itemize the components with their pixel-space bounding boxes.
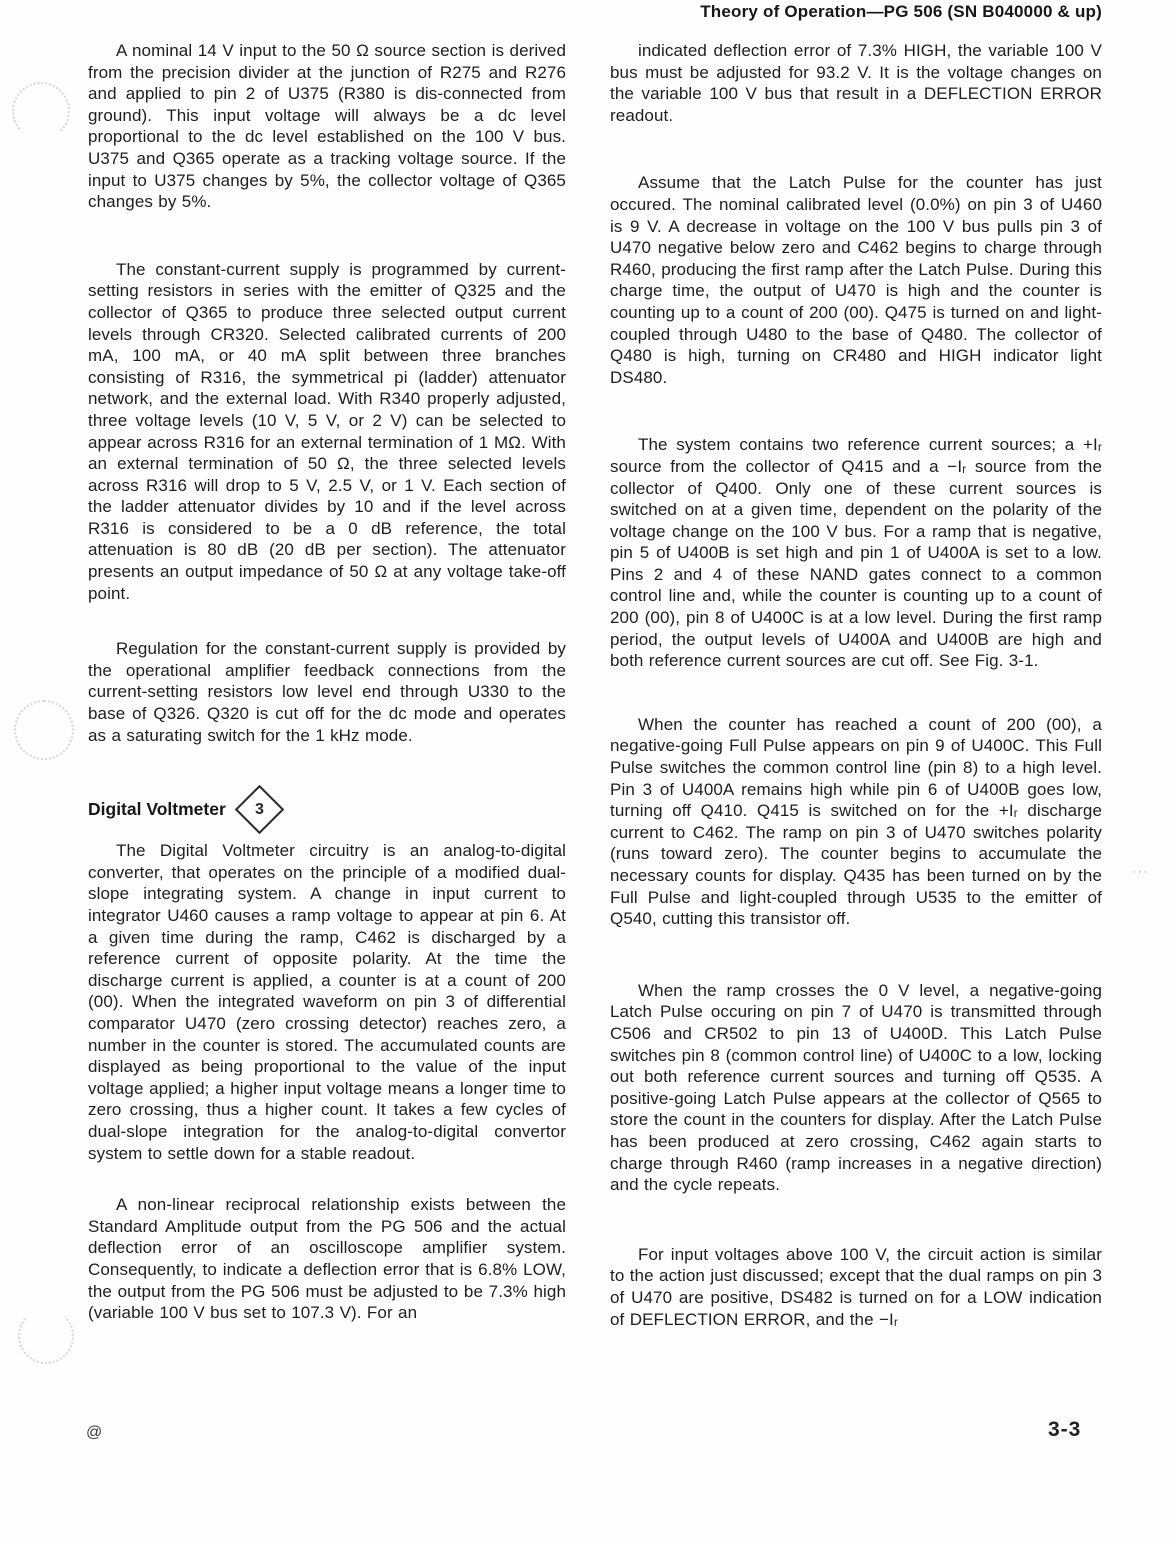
paragraph-input-above-100v: For input voltages above 100 V, the circuit action is similar to the action just discussed; except that the dual ramps on pin 3 of U470 are positive, DS482 is turned on for a LOW indication of DEFLECTION ERROR, and the −Iᵣ <box>610 1244 1102 1329</box>
page-header-title: Theory of Operation—PG 506 (SN B040000 & up) <box>700 2 1102 21</box>
paragraph-nonlinear-relationship: A non-linear reciprocal relationship exists between the Standard Amplitude output from the PG 506 and the actual deflection error of an oscilloscope amplifier system. Consequently, to indicate a deflection error that is 6.8% LOW, the output from the PG 506 must be adjusted to be 7.3% high (variable 100 V bus set to 107.3 V). For an <box>88 1195 566 1323</box>
punch-hole-mark <box>18 1308 74 1364</box>
page-number: 3-3 <box>1048 1418 1082 1441</box>
scan-speck-artifact: ··· <box>1132 866 1149 878</box>
paragraph-full-pulse: When the counter has reached a count of 200 (00), a negative-going Full Pulse appears on pin 9 of U400C. This Full Pulse switches the common control line (pin 8) to a high level. Pin 3 of U400A remains high while pin 6 of U400B goes low, turning off Q410. Q415 is switched on for the +Iᵣ discharge current to C462. The ramp on pin 3 of U470 switches polarity (runs toward zero). The counter begins to accumulate the necessary counts for display. Q435 has been turned on by the Full Pulse and light-coupled through U535 to the emitter of Q540, cutting this transistor off. <box>610 714 1102 929</box>
left-column <box>88 40 566 1324</box>
punch-hole-mark <box>12 82 70 140</box>
paragraph-regulation: Regulation for the constant-current supply is provided by the operational amplifier feedback connections from the current-setting resistors low level end through U330 to the base of Q326. Q320 is cut off for the dc mode and operates as a saturating switch for the 1 kHz mode. <box>88 639 566 745</box>
paragraph-constant-current-supply: The constant-current supply is programmed by current-setting resistors in series with the emitter of Q325 and the collector of Q365 to produce three selected output current levels through CR320. Selected calibrated currents of 200 mA, 100 mA, or 40 mA split between three branches consisting of R316, the symmetrical pi (ladder) attenuator network, and the external load. With R340 properly adjusted, three voltage levels (10 V, 5 V, or 2 V) can be selected to appear across R316 for an external termination of 1 MΩ. With an external termination of 50 Ω, the three selected levels across R316 will drop to 5 V, 2.5 V, or 1 V. Each section of the ladder attenuator divides by 10 and if the level across R316 is considered to be a 0 dB reference, the total attenuation is 80 dB (20 dB per section). The attenuator presents an output impedance of 50 Ω at any voltage take-off point. <box>88 259 566 603</box>
paragraph-digital-voltmeter: The Digital Voltmeter circuitry is an analog-to-digital converter, that operates on the principle of a modified dual-slope integrating system. A change in input current to integrator U460 causes a ramp voltage to appear at pin 6. At a given time during the ramp, C462 is discharged by a reference current of opposite polarity. At the time the discharge current is applied, a counter is at a count of 200 (00). When the integrated waveform on pin 3 of differential comparator U470 (zero crossing detector) reaches zero, a number in the counter is stored. The accumulated counts are displayed as being proportional to the value of the input voltage applied; a higher input voltage means a longer time to zero crossing, thus a higher count. It takes a few cycles of dual-slope integration for the analog-to-digital convertor system to settle down for a stable readout. <box>88 841 566 1163</box>
paragraph-reference-current-sources: The system contains two reference current sources; a +Iᵣ source from the collector of Q415 and a −Iᵣ source from the collector of Q400. Only one of these current sources is switched on at a given time, dependent on the polarity of the voltage change on the 100 V bus. For a ramp that is negative, pin 5 of U400B is set high and pin 1 of U400A is set to a low. Pins 2 and 4 of these NAND gates connect to a common control line and, while the counter is counting up to a count of 200 (00), pin 8 of U400C is at a low level. During the first ramp period, the output levels of U400A and U400B are high and both reference current sources are cut off. See Fig. 3-1. <box>610 435 1102 671</box>
punch-hole-mark <box>14 700 74 760</box>
diamond-callout-number: 3 <box>254 800 264 818</box>
paragraph-latch-pulse-assume: Assume that the Latch Pulse for the counter has just occured. The nominal calibrated level (0.0%) on pin 3 of U460 is 9 V. A decrease in voltage on the 100 V bus pulls pin 3 of U470 negative below zero and C462 begins to charge through R460, producing the first ramp after the Latch Pulse. During this charge time, the output of U470 is high and the counter is counting up to a count of 200 (00). Q475 is turned on and light-coupled through U480 to the base of Q480. The collector of Q480 is high, turning on CR480 and HIGH indicator light DS480. <box>610 173 1102 387</box>
diamond-callout-icon <box>235 784 284 833</box>
paragraph-50ohm-source: A nominal 14 V input to the 50 Ω source section is derived from the precision divider at the junction of R275 and R276 and applied to pin 2 of U375 (R380 is dis-connected from ground). This input voltage will always be a dc level proportional to the dc level established on the 100 V bus. U375 and Q365 operate as a tracking voltage source. If the input to U375 changes by 5%, the collector voltage of Q365 changes by 5%. <box>88 41 566 212</box>
right-column <box>610 40 1102 1330</box>
section-heading-digital-voltmeter <box>88 784 566 834</box>
paragraph-deflection-error: indicated deflection error of 7.3% HIGH, the variable 100 V bus must be adjusted for 93.2 V. It is the voltage changes on the variable 100 V bus that result in a DEFLECTION ERROR readout. <box>610 41 1102 125</box>
paragraph-zero-crossing: When the ramp crosses the 0 V level, a negative-going Latch Pulse occuring on pin 7 of U470 is transmitted through C506 and CR502 to pin 13 of U400D. This Latch Pulse switches pin 8 (common control line) of U400C to a low, locking out both reference current sources and turning off Q535. A positive-going Latch Pulse appears at the collector of Q565 to store the count in the counters for display. After the Latch Pulse has been produced at zero crossing, C462 again starts to charge through R460 (ramp increases in a negative direction) and the cycle repeats. <box>610 980 1102 1195</box>
section-heading-label: Digital Voltmeter <box>88 798 226 819</box>
copyright-at-mark: @ <box>86 1424 103 1441</box>
